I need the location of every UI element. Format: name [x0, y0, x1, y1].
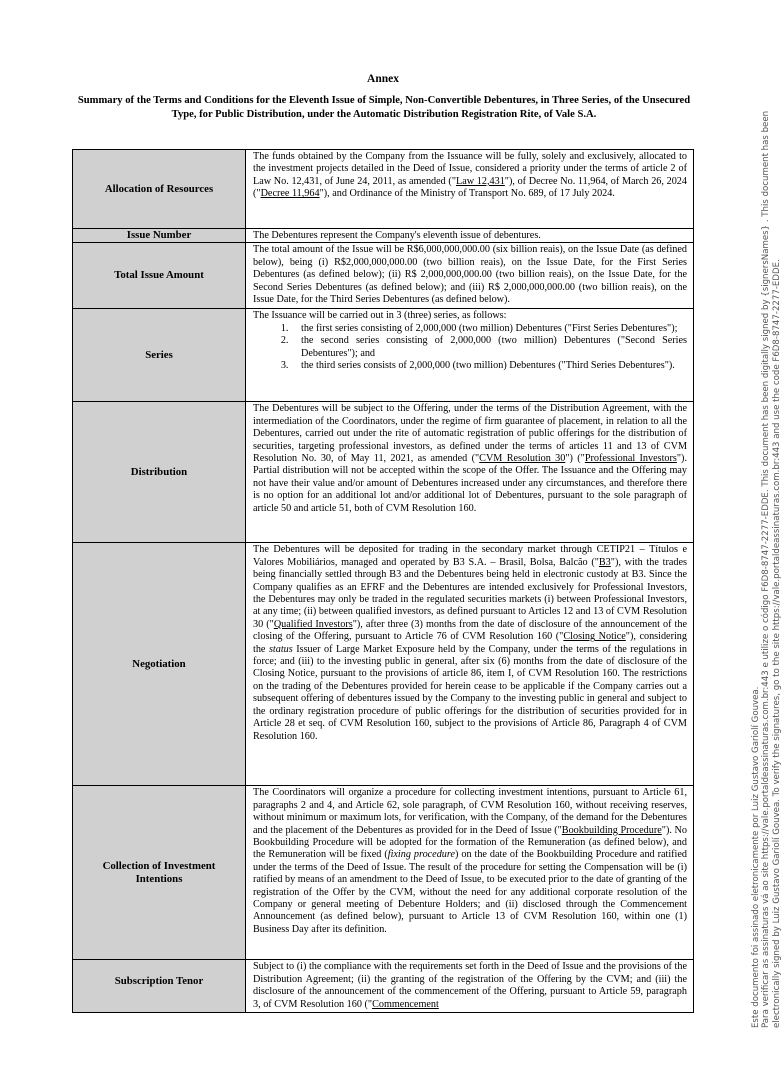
defined-term: Professional Investors: [584, 453, 677, 465]
row-label: Allocation of Resources: [73, 150, 246, 229]
italic-term: status: [268, 643, 293, 655]
row-label: Negotiation: [73, 543, 246, 786]
defined-term: B3: [598, 556, 611, 568]
table-row-allocation: [73, 150, 694, 229]
terms-table: [72, 149, 694, 1013]
row-content: Subject to (i) the compliance with the requirements set forth in the Deed of Issue and the provisions of the Distribution Agreement; (ii) the granting of the registration of the Offering by the CVM; and (iii) the disclosure of the announcement of the commencement of the Offering, pursuant to Article 59, paragraph 3, of CVM Resolution 160 ("Commencement: [246, 960, 694, 1013]
row-content: [246, 309, 694, 402]
defined-term: Law 12,431: [456, 175, 505, 187]
list-item: 2. the second series consisting of 2,000,000 (two million) Debentures ("Second Series Debentures"); and: [291, 335, 687, 360]
series-intro: The Issuance will be carried out in 3 (three) series, as follows:: [253, 310, 507, 322]
row-label: Subscription Tenor: [73, 960, 246, 1013]
italic-term: fixing procedure: [387, 849, 456, 861]
row-label: Distribution: [73, 402, 246, 543]
row-content: The total amount of the Issue will be R$6,000,000,000.00 (six billion reais), on the Issue Date (as defined below), being (i) R$2,000,000,000.00 (two billion reais), on the Issue Date, for the First Series Debentures (as defined below); (ii) R$ 2,000,000,000.00 (two billion reais), on the Issue Date, for the Second Series Debentures (as defined below); and (iii) R$ 2,000,000,000.00 (two billion reais), on the Issue Date, for the Third Series Debentures (as defined below).: [246, 243, 694, 309]
list-item: 1. the first series consisting of 2,000,000 (two million) Debentures ("First Series Debentures");: [291, 323, 687, 335]
defined-term: Closing Notice: [563, 631, 626, 643]
defined-term: Qualified Investors: [273, 618, 353, 630]
row-label: Total Issue Amount: [73, 243, 246, 309]
table-row-total-issue: [73, 243, 694, 309]
defined-term: Bookbuilding Procedure: [561, 824, 662, 836]
row-content: The Debentures represent the Company's eleventh issue of debentures.: [246, 229, 694, 243]
table-row-negotiation: [73, 543, 694, 786]
document-title: Summary of the Terms and Conditions for the Eleventh Issue of Simple, Non-Convertible Debentures, in Three Series, of the Unsecured Type, for Public Distribution, under the Automatic Distribution Registration Rite, of Vale S.A.: [77, 95, 691, 120]
defined-term: Decree 11,964: [260, 188, 320, 200]
table-row-issue-number: [73, 229, 694, 243]
signature-verify-notice: Para verificar as assinaturas vá ao site https://vale.portaldeassinaturas.com.br:443 e utilize o código F6D8-8747-2277-EDDE. This document has been digitally signed by {signersNames} . This document has been: [761, 110, 772, 1028]
table-row-distribution: [73, 402, 694, 543]
row-label: Collection of Investment Intentions: [73, 786, 246, 960]
signature-notice-en: electronically signed by Luiz Gustavo Gariolí Gouvea. To verify the signatures, go to the site https://vale.portaldeassinaturas.com.br:443 and use the code F6D8-8747-2277-EDDE.: [771, 259, 782, 1028]
row-label: Issue Number: [73, 229, 246, 243]
table-row-collection: [73, 786, 694, 960]
row-content: The Coordinators will organize a procedure for collecting investment intentions, pursuant to Article 61, paragraphs 2 and 4, and Article 62, sole paragraph, of CVM Resolution 160, without receiving reserves, without minimum or maximum lots, for verification, with the Company, of the demand for the Debentures and the placement of the Debentures as provided for in the Deed of Issue ("Bookbuilding Procedure"). No Bookbuilding Procedure will be adopted for the formation of the Remuneration (as defined below), and the Remuneration will be fixed (fixing procedure) on the date of the Bookbuilding Procedure and ratified under the terms of the Deed of Issue. The result of the procedure for setting the Compensation will be (i) ratified by means of an amendment to the Deed of Issue, to be executed prior to the date of granting of the registration of the Offer by the CVM, without the need for any additional corporate resolution of the Company or general meeting of Debenture Holders; and (ii) disclosed through the Commencement Announcement (as defined below), pursuant to Article 13 of CVM Resolution 160, within one (1) Business Day after its definition.: [246, 786, 694, 960]
signature-notice-pt: Este documento foi assinado eletronicamente por Luiz Gustavo Gariolí Gouvea.: [751, 686, 761, 1028]
annex-title: Annex: [367, 73, 399, 85]
defined-term: CVM Resolution 30: [479, 453, 566, 465]
row-label: Series: [73, 309, 246, 402]
series-list: [253, 323, 687, 373]
table-row-series: [73, 309, 694, 402]
row-content: The Debentures will be deposited for trading in the secondary market through CETIP21 – Títulos e Valores Mobiliários, managed and operated by B3 S.A. – Brasil, Bolsa, Balcão ("B3"), with the trades being financially settled through B3 and the Debentures being held in electronic custody at B3. Since the Company qualifies as an EFRF and the Debentures are intended exclusively for Professional Investors, the Debentures may only be traded in the regulated securities markets (i) between Professional Investors, at any time; (ii) between qualified investors, as defined pursuant to Articles 12 and 13 of CVM Resolution 30 ("Qualified Investors"), after three (3) months from the date of disclosure of the announcement of the closing of the Offering, pursuant to Article 76 of CVM Resolution 160 ("Closing Notice"), considering the status Issuer of Large Market Exposure held by the Company, under the terms of the regulations in force; and (iii) to the investing public in general, after six (6) months from the date of disclosure of the Closing Notice, pursuant to the provisions of article 86, item I, of CVM Resolution 160. The restrictions on the trading of the Debentures provided for herein cease to be applicable if the Company carries out a subsequent offering of debentures issued by the Company to the investing public in general and subject to the ordinary registration procedure of public offerings for the distribution of securities provided for in Article 28 et seq. of CVM Resolution 160, subject to the provisions of Article 86, Paragraph 4 of CVM Resolution 160.: [246, 543, 694, 786]
table-row-subscription: [73, 960, 694, 1013]
list-item: 3. the third series consists of 2,000,000 (two million) Debentures ("Third Series Debentures").: [291, 360, 687, 372]
row-content: The funds obtained by the Company from the Issuance will be fully, solely and exclusively, allocated to the investment projects detailed in the Deed of Issue, considered a priority under the terms of article 2 of Law No. 12,431, of June 24, 2011, as amended ("Law 12,431"), of Decree No. 11,964, of March 26, 2024 ("Decree 11,964"), and Ordinance of the Ministry of Transport No. 689, of 17 July 2024.: [246, 150, 694, 229]
row-content: The Debentures will be subject to the Offering, under the terms of the Distribution Agreement, with the intermediation of the Coordinators, under the regime of firm guarantee of placement, in relation to all the Debentures, carried out under the rite of automatic registration of public offerings for the distribution of securities, targeting professional investors, as defined under the terms of articles 11 and 13 of CVM Resolution No. 30, of May 11, 2021, as amended ("CVM Resolution 30") ("Professional Investors"). Partial distribution will not be accepted within the scope of the Offer. The Issuance and the Offering may not have their value and/or amount of Debentures increased under any circumstances, and therefore there is no option for an additional lot and/or additional lot of Debentures, pursuant to the sole paragraph of article 50 and article 51, both of CVM Resolution 160.: [246, 402, 694, 543]
signature-sidebar: [691, 40, 782, 1030]
defined-term: Commencement: [372, 998, 439, 1010]
